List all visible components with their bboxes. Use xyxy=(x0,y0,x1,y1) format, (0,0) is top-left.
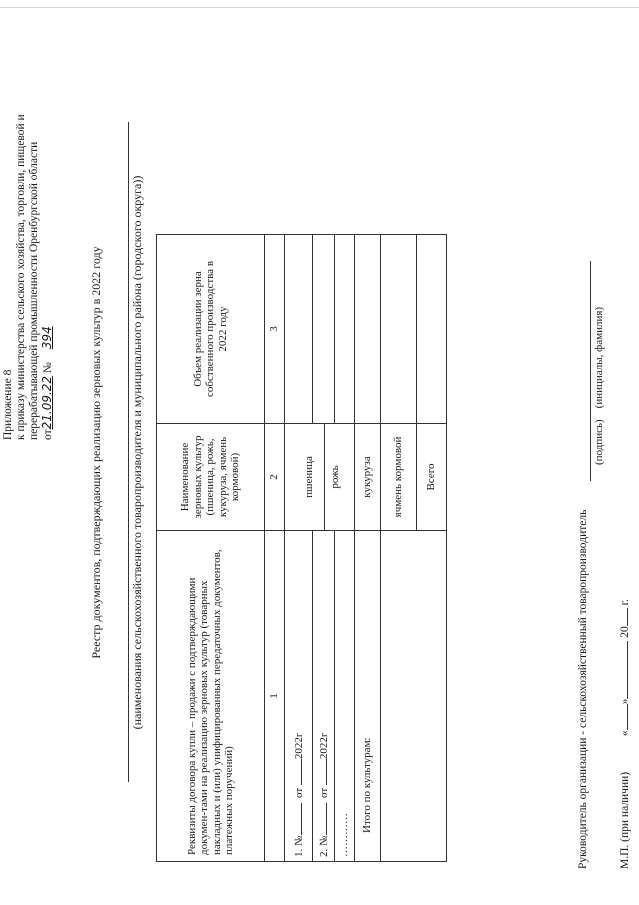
seal-label: М.П. (при наличии) xyxy=(619,771,631,869)
col-num-2: 2 xyxy=(265,424,285,531)
total-label: Итого по культурам: xyxy=(355,531,381,862)
producer-name-field xyxy=(128,0,145,905)
order-number-handwritten: 394 xyxy=(40,326,54,350)
table-row xyxy=(381,235,417,862)
table-row xyxy=(335,235,355,862)
registry-table xyxy=(156,234,447,862)
volume-cell xyxy=(313,235,335,424)
year-suffix: г. xyxy=(619,599,631,606)
volume-cell xyxy=(417,235,447,424)
table-row xyxy=(285,235,313,862)
signature-caption-sign: (подпись) xyxy=(593,419,605,465)
volume-cell xyxy=(355,235,381,424)
volume-cell xyxy=(285,235,313,424)
producer-name-line xyxy=(128,123,129,783)
crop-item: кукуруза xyxy=(355,424,381,531)
order-line-1: к приказу министерства сельского хозяйства, торговли, пищевой и xyxy=(15,114,27,440)
crop-cell xyxy=(285,424,355,531)
column-number-row xyxy=(265,235,285,862)
document-title: Реестр документов, подтверждающих реализацию зерновых культур в 2022 году xyxy=(89,246,103,659)
table-row xyxy=(355,235,381,862)
col-num-1: 1 xyxy=(265,531,285,862)
appendix-header xyxy=(2,114,55,440)
quote-open: « xyxy=(619,730,631,737)
spacer-cell xyxy=(417,531,447,862)
order-date-handwritten: 21.09.22 xyxy=(40,375,54,430)
signature-label: Руководитель организации - сельскохозяйственный товаропроизводитель xyxy=(577,509,589,869)
table-header-row xyxy=(157,235,265,862)
volume-cell xyxy=(335,235,355,424)
order-line-2: перерабатывающей промышленности Оренбургской области xyxy=(28,141,40,440)
col-num-3: 3 xyxy=(265,235,285,424)
volume-cell xyxy=(381,235,417,424)
crop-item: пшеница xyxy=(294,424,325,530)
crop-item: ячмень кормовой xyxy=(381,424,417,531)
table-row xyxy=(417,235,447,862)
crop-item: рожь xyxy=(328,465,341,489)
signature-caption xyxy=(593,307,605,465)
seal-date-line xyxy=(618,599,633,869)
order-date-line xyxy=(41,114,55,440)
spacer-cell xyxy=(381,531,417,862)
producer-name-caption: (наименования сельскохозяйственного товаропроизводителя и муниципального района (городского округа)) xyxy=(130,175,144,730)
quote-close: » xyxy=(619,698,631,705)
contract-entry-2: 2. № от 2022г xyxy=(313,531,335,862)
contract-entry-1: 1. № от 2022г xyxy=(285,531,313,862)
appendix-number: Приложение 8 xyxy=(2,369,14,440)
signature-caption-name: (инициалы, фамилия) xyxy=(593,306,605,409)
col1-header: Реквизиты договора купли – продажи с подтверждающими докумен-тами на реализацию зерновых культур (товарных накладных и (или) унифицированных передаточных документов, платежных поручений) xyxy=(157,531,265,862)
number-sign: № xyxy=(42,362,54,374)
col3-header: Объем реализации зерна собственного производства в 2022 году xyxy=(157,235,265,424)
dots-entry: ………… xyxy=(335,531,355,862)
year-prefix: 20 xyxy=(619,626,631,638)
table-row xyxy=(313,235,335,862)
signature-line xyxy=(590,261,591,481)
crop-total: Всего xyxy=(417,424,447,531)
date-prefix: от xyxy=(42,429,54,440)
col2-header: Наименование зерновых культур (пшеница, рожь, кукуруза, ячмень кормовой) xyxy=(157,424,265,531)
